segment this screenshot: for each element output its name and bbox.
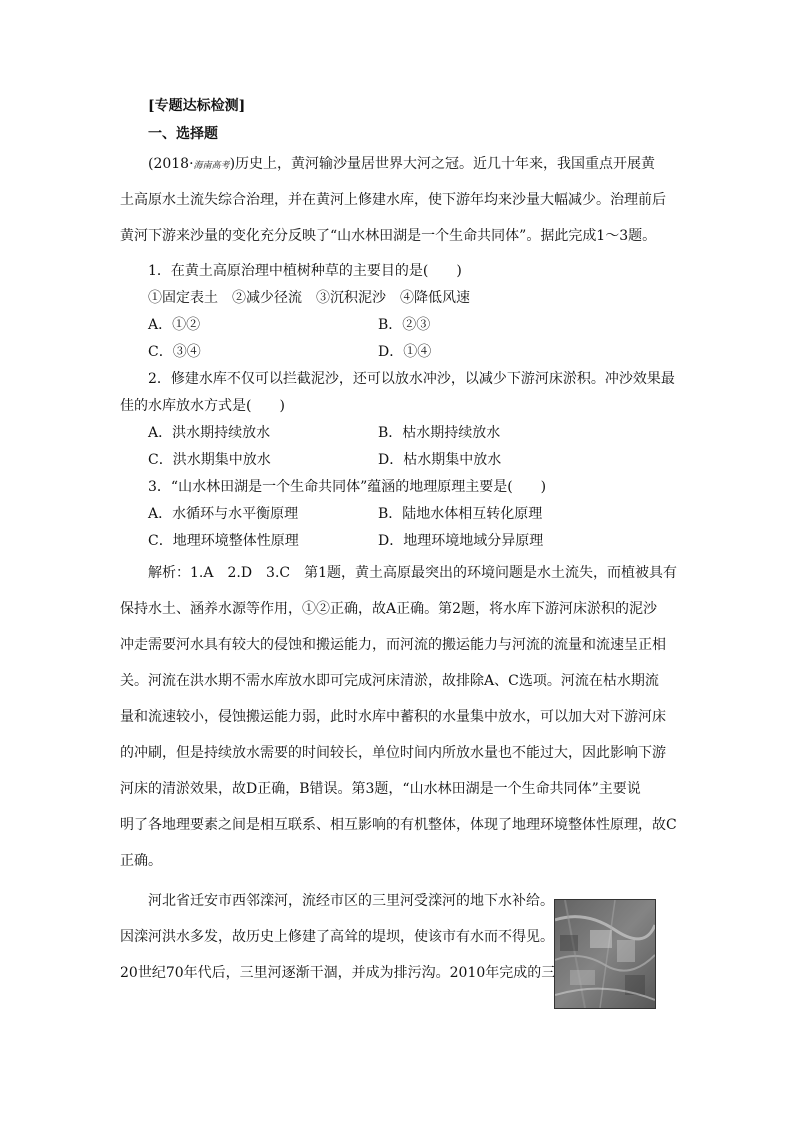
question-3-option-c: C．地理环境整体性原理	[148, 533, 299, 549]
question-3-option-a: A．水循环与水平衡原理	[148, 506, 299, 522]
aerial-photo-graphic	[555, 900, 655, 1008]
question-3-stem: 3．“山水林田湖是一个生命共同体”蕴涵的地理原理主要是( )	[148, 479, 547, 495]
intro-line-3: 黄河下游来沙量的变化充分反映了“山水林田湖是一个生命共同体”。据此完成1～3题。	[120, 228, 657, 244]
question-2-stem-line-1: 2．修建水库不仅可以拦截泥沙，还可以放水冲沙，以减少下游河床淤积。冲沙效果最	[148, 371, 675, 387]
explanation-line-7: 河床的清淤效果，故D正确，B错误。第3题，“山水林田湖是一个生命共同体”主要说	[120, 781, 641, 797]
explanation-line-6: 的冲刷，但是持续放水需要的时间较长，单位时间内所放水量也不能过大，因此影响下游	[120, 745, 666, 761]
explanation-line-3: 冲走需要河水具有较大的侵蚀和搬运能力，而河流的搬运能力与河流的流量和流速呈正相	[120, 637, 666, 653]
passage-2-line-1: 河北省迁安市西邻滦河，流经市区的三里河受滦河的地下水补给。	[148, 893, 554, 909]
question-1-stem: 1．在黄土高原治理中植树种草的主要目的是( )	[148, 263, 462, 279]
section-heading: 一、选择题	[148, 126, 218, 142]
question-3-option-b: B．陆地水体相互转化原理	[378, 506, 543, 522]
question-1-option-a: A．①②	[148, 317, 201, 333]
passage-2-line-2: 因滦河洪水多发，故历史上修建了高耸的堤坝，使该市有水而不得见。	[120, 929, 554, 945]
explanation-line-8: 明了各地理要素之间是相互联系、相互影响的有机整体，体现了地理环境整体性原理，故C	[120, 817, 677, 833]
intro-text-after-source: )历史上，黄河输沙量居世界大河之冠。近几十年来，我国重点开展黄	[229, 156, 656, 172]
question-2-stem-line-2: 佳的水库放水方式是( )	[120, 398, 285, 414]
question-1-choices: ①固定表土 ②减少径流 ③沉积泥沙 ④降低风速	[148, 290, 470, 306]
question-3-option-d: D．地理环境地域分异原理	[378, 533, 544, 549]
explanation-line-9: 正确。	[120, 853, 162, 869]
intro-source: 海南高考	[193, 161, 230, 171]
question-1-option-b: B．②③	[378, 317, 431, 333]
question-2-option-d: D．枯水期集中放水	[378, 452, 502, 468]
explanation-line-1: 解析：1.A 2.D 3.C 第1题，黄土高原最突出的环境问题是水土流失，而植被具有	[148, 565, 678, 581]
question-2-option-b: B．枯水期持续放水	[378, 425, 501, 441]
question-1-option-c: C．③④	[148, 344, 201, 360]
intro-line-1	[148, 157, 655, 171]
explanation-line-2: 保持水土、涵养水源等作用，①②正确，故A正确。第2题，将水库下游河床淤积的泥沙	[120, 601, 658, 617]
question-1-option-d: D．①④	[378, 344, 432, 360]
passage-2-line-3: 20世纪70年代后，三里河逐渐干涸，并成为排污沟。2010年完成的三	[120, 965, 556, 981]
aerial-photo	[554, 899, 656, 1009]
question-2-option-a: A．洪水期持续放水	[148, 425, 271, 441]
explanation-line-5: 量和流速较小，侵蚀搬运能力弱，此时水库中蓄积的水量集中放水，可以加大对下游河床	[120, 709, 666, 725]
question-2-option-c: C．洪水期集中放水	[148, 452, 271, 468]
section-title: [专题达标检测]	[148, 98, 246, 114]
explanation-line-4: 关。河流在洪水期不需水库放水即可完成河床清淤，故排除A、C选项。河流在枯水期流	[120, 673, 659, 689]
intro-year: (2018·	[148, 156, 194, 172]
intro-line-2: 土高原水土流失综合治理，并在黄河上修建水库，使下游年均来沙量大幅减少。治理前后	[120, 192, 666, 208]
